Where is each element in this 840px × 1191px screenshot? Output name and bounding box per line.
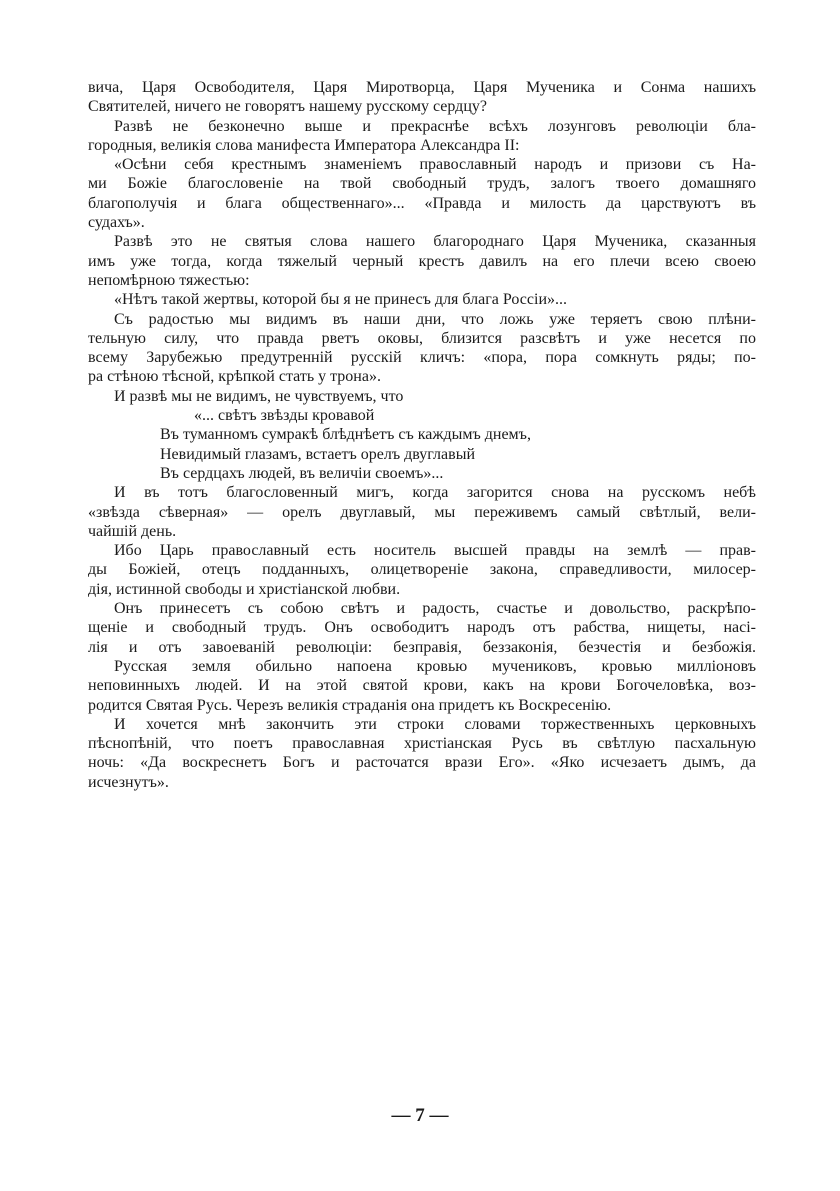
text-line: ночь: «Да воскреснетъ Богъ и расточатся врази Его». «Яко исчезаетъ дымъ, да	[88, 754, 756, 772]
text-line: ды Божіей, отецъ подданныхъ, олицетвореніе закона, справедливости, милосер-	[88, 561, 756, 579]
text-line: родится Святая Русь. Черезъ великія страданія она придетъ къ Воскресенію.	[88, 696, 612, 714]
text-line: ра стѣною тѣсной, крѣпкой стать у трона».	[88, 368, 381, 386]
text-line: Святителей, ничего не говорятъ нашему русскому сердцу?	[88, 98, 487, 116]
text-line: чайшій день.	[88, 522, 177, 540]
text-line: И хочется мнѣ закончить эти строки словами торжественныхъ церковныхъ	[114, 715, 756, 733]
text-line: непомѣрною тяжестью:	[88, 271, 250, 289]
text-line: ми Божіе благословеніе на твой свободный трудъ, залогъ твоего домашняго	[88, 175, 756, 193]
text-line: Развѣ это не святыя слова нашего благороднаго Царя Мученика, сказанныя	[114, 233, 756, 251]
text-line: «Осѣни себя крестнымъ знаменіемъ православный народъ и призови съ На-	[114, 156, 756, 174]
text-line: Русская земля обильно напоена кровью мучениковъ, кровью милліоновъ	[114, 657, 756, 675]
text-line: дія, истинной свободы и христіанской любви.	[88, 580, 401, 598]
text-line: Ибо Царь православный есть носитель высшей правды на землѣ — прав-	[114, 542, 756, 560]
verse-line: Невидимый глазамъ, встаетъ орелъ двуглавый	[160, 445, 475, 463]
text-line: лія и отъ завоеваній революціи: безправія, беззаконія, безчестія и безбожія.	[88, 638, 756, 656]
text-line: судахъ».	[88, 214, 145, 232]
page-number: — 7 —	[391, 1105, 449, 1126]
text-line: благополучія и блага общественнаго»... «Правда и милость да царствуютъ въ	[88, 194, 756, 212]
text-line: Онъ принесетъ съ собою свѣтъ и радость, счастье и довольство, раскрѣпо-	[114, 600, 756, 618]
text-line: городныя, великія слова манифеста Императора Александра II:	[88, 136, 520, 154]
text-line: пѣснопѣній, что поетъ православная христіанская Русь въ свѣтлую пасхальную	[88, 735, 756, 753]
text-line: всему Зарубежью предутренній русскій кличъ: «пора, пора сомкнуть ряды; по-	[88, 349, 756, 367]
text-line: вича, Царя Освободителя, Царя Миротворца, Царя Мученика и Сонма нашихъ	[88, 79, 756, 96]
verse-line: «... свѣтъ звѣзды кровавой	[194, 407, 375, 425]
text-line: И развѣ мы не видимъ, не чувствуемъ, что	[114, 387, 404, 405]
text-line: исчезнутъ».	[88, 773, 169, 791]
text-line: «звѣзда сѣверная» — орелъ двуглавый, мы переживемъ самый свѣтлый, вели-	[88, 503, 756, 521]
text-line: тельную силу, что правда рветъ оковы, близится разсвѣтъ и уже несется по	[88, 329, 756, 347]
text-line: неповинныхъ людей. И на этой святой крови, какъ на крови Богочеловѣка, воз-	[88, 677, 756, 695]
text-line: щеніе и свободный трудъ. Онъ освободитъ народъ отъ рабства, нищеты, насі-	[88, 619, 756, 637]
text-line: Развѣ не безконечно выше и прекраснѣе всѣхъ лозунговъ революціи бла-	[114, 117, 756, 135]
text-line: «Нѣтъ такой жертвы, которой бы я не принесъ для блага Россіи»...	[114, 291, 568, 309]
text-line: Съ радостью мы видимъ въ наши дни, что ложь уже теряетъ свою плѣни-	[114, 310, 756, 328]
document-body	[88, 78, 756, 792]
text-line: И въ тотъ благословенный мигъ, когда загорится снова на русскомъ небѣ	[114, 484, 756, 502]
text-line: имъ уже тогда, когда тяжелый черный крестъ давилъ на его плечи всею своею	[88, 252, 756, 270]
verse-line: Въ сердцахъ людей, въ величіи своемъ»...	[160, 464, 444, 482]
verse-line: Въ туманномъ сумракѣ блѣднѣетъ съ каждымъ днемъ,	[160, 426, 531, 444]
